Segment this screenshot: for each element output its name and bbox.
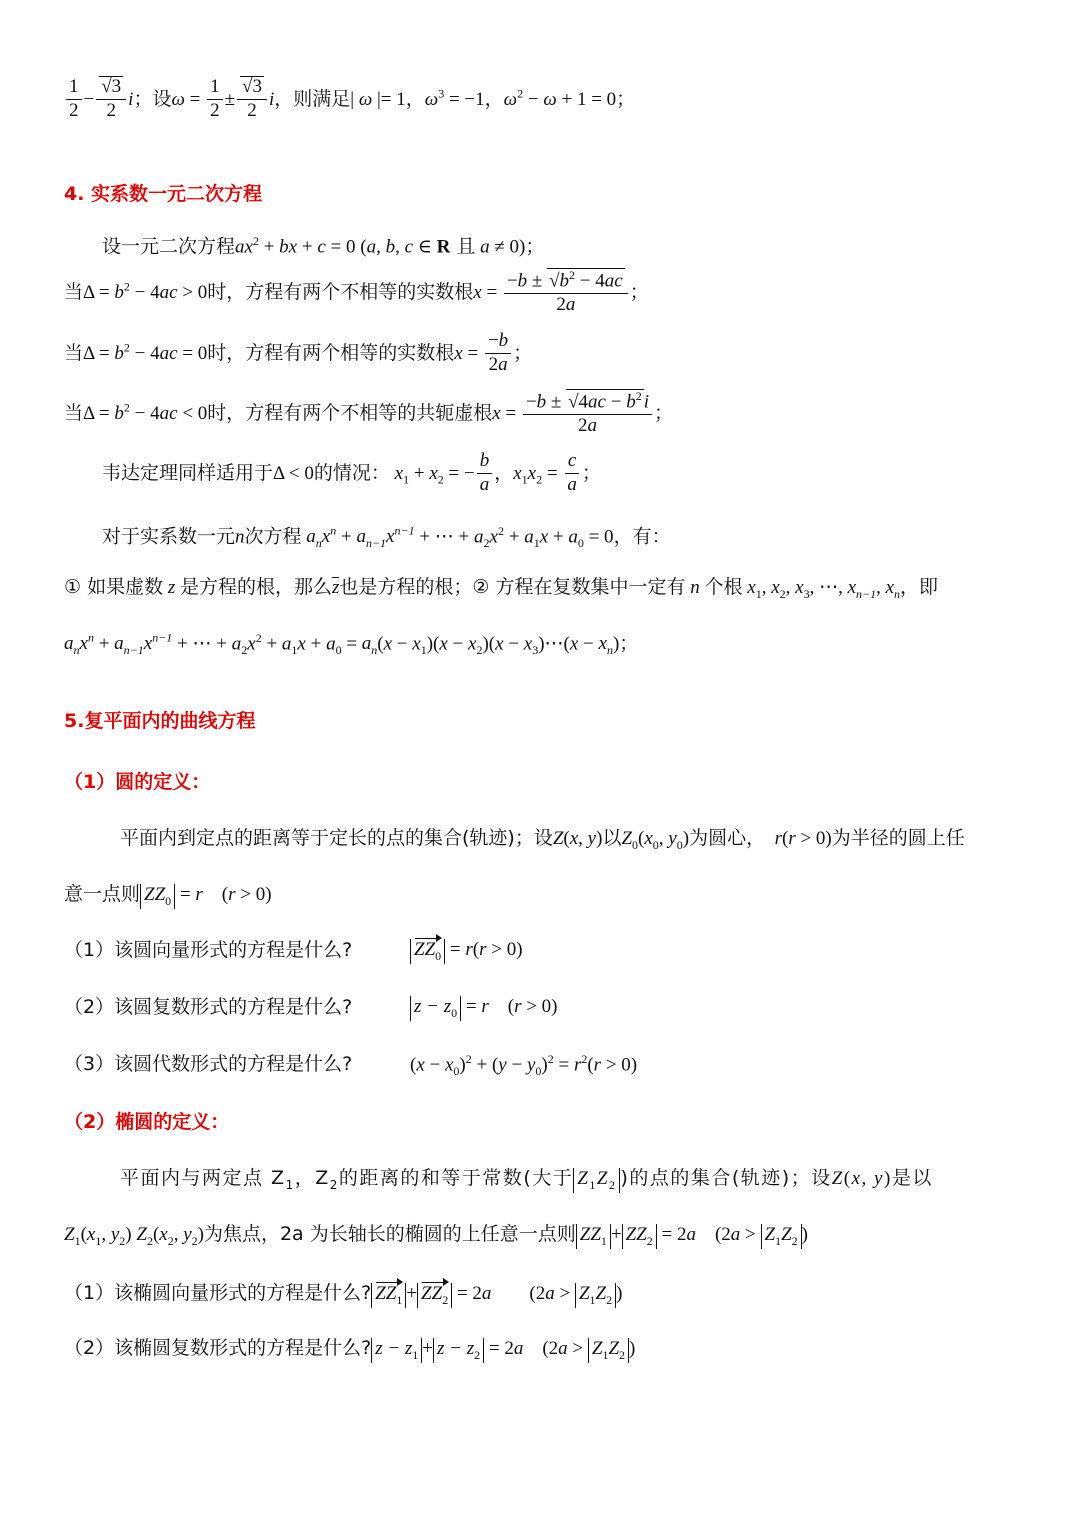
discriminant-zero-line: 当$\Delta = b^2 - 4ac = 0$时，方程有两个相等的实数根x = $\frac{-b}{2a}$ ； — [64, 330, 533, 375]
section5-title: 5.复平面内的曲线方程 — [64, 710, 256, 732]
ellipse-definition-title: （2）椭圆的定义： — [64, 1111, 230, 1133]
circle-definition-line1: 平面内到定点的距离等于定长的点的集合(轨迹)；设Z(x, y)以$Z_0(x_0$, $y_0$)为圆心， r(r > 0)为半径的圆上任 — [120, 827, 965, 852]
circle-complex-question: （2）该圆复数形式的方程是什么? — [64, 996, 353, 1018]
ellipse-definition-line1: 平面内与两定点 $Z_1$，$Z_2$的距离的和等于常数(大于 $Z_1Z_2$ )的点的集合(轨迹)；设Z(x, y)是以 — [120, 1167, 933, 1192]
section4-title: 4. 实系数一元二次方程 — [64, 183, 263, 205]
circle-definition-title: （1）圆的定义： — [64, 771, 211, 793]
circle-vector-answer: $ZZ_0 = r(r > 0)$ — [410, 939, 523, 964]
discriminant-positive-line: 当$\Delta = b^2 - 4ac > 0$时，方程有两个不相等的实数根x = $\frac{-b \pm √b^2 - 4ac}{2a}$ ； — [64, 268, 649, 316]
nth-degree-line: 对于实系数一元n次方程 $a_nx^n + a_{n-1}x^{n-1}$ + ⋯ + $a_2x^2 + a_1x + a_0 = 0$，有： — [102, 524, 671, 551]
ellipse-complex-line: （2）该椭圆复数形式的方程是什么? $z - z_1 + z - z_2 = 2a$ ($2a > Z_1Z_2$ ) — [64, 1337, 636, 1362]
omega-definition-line: $\frac{1}{2}$ − $\frac{√3}{2}$ i；设ω = $\frac{1}{2}$ ± $\frac{√3}{2}$ i，则满足| ω |= 1，$\omega^3 = -1$，$\omega^2 - \omega + 1 = 0$； — [64, 76, 635, 123]
ellipse-vector-line: （1）该椭圆向量形式的方程是什么? $ZZ_1 + ZZ_2 = 2a$ ($2a > Z_1Z_2$ ) — [64, 1282, 623, 1307]
ellipse-definition-line2: $Z_1(x_1$, $y_2$) $Z_2(x_2$, $y_2$)为焦点，2a 为长轴长的椭圆的上任意一点则 $ZZ_1 + ZZ_2 = 2a$ ($2a > Z_1Z_2$ ) — [64, 1223, 808, 1248]
circle-vector-question: （1）该圆向量形式的方程是什么? — [64, 939, 353, 961]
conjugate-root-line: ① 如果虚数 z 是方程的根，那么z也是方程的根；② 方程在复数集中一定有 n 个根 $x_1$, $x_2$, $x_3$, ⋯, $x_{n-1}$, $x_n$，即 — [64, 576, 939, 601]
circle-definition-line2: 意一点则 $ZZ_0 = r$ (r > 0) — [64, 883, 272, 908]
circle-algebraic-answer: $(x - x_0)^2 + (y - y_0)^2 = r^2(r > 0)$ — [410, 1052, 638, 1079]
discriminant-negative-line: 当$\Delta = b^2 - 4ac < 0$时，方程有两个不相等的共轭虚根x = $\frac{-b \pm √4ac - b^2 i}{2a}$ ； — [64, 389, 673, 437]
circle-algebraic-question: （3）该圆代数形式的方程是什么? — [64, 1053, 353, 1075]
quadratic-equation-line: 设一元二次方程$ax^2$ + bx + c = 0 (a, b, c ∈ R 且 a ≠ 0)； — [102, 234, 545, 258]
circle-complex-answer: $z - z_0 = r$ (r > 0) — [410, 996, 558, 1021]
vieta-line: 韦达定理同样适用于Δ < 0的情况： $x_1 + x_2$ = − $\frac{b}{a}$ ，$x_1x_2$ = $\frac{c}{a}$ ； — [102, 450, 601, 495]
factorization-line: $a_nx^n + a_{n-1}x^{n-1}$ + ⋯ + $a_2x^2 + a_1x + a_0 = a_n(x - x_1)(x - x_2)(x$ − $x_3)\cdots(x - x_n)$； — [64, 631, 639, 658]
